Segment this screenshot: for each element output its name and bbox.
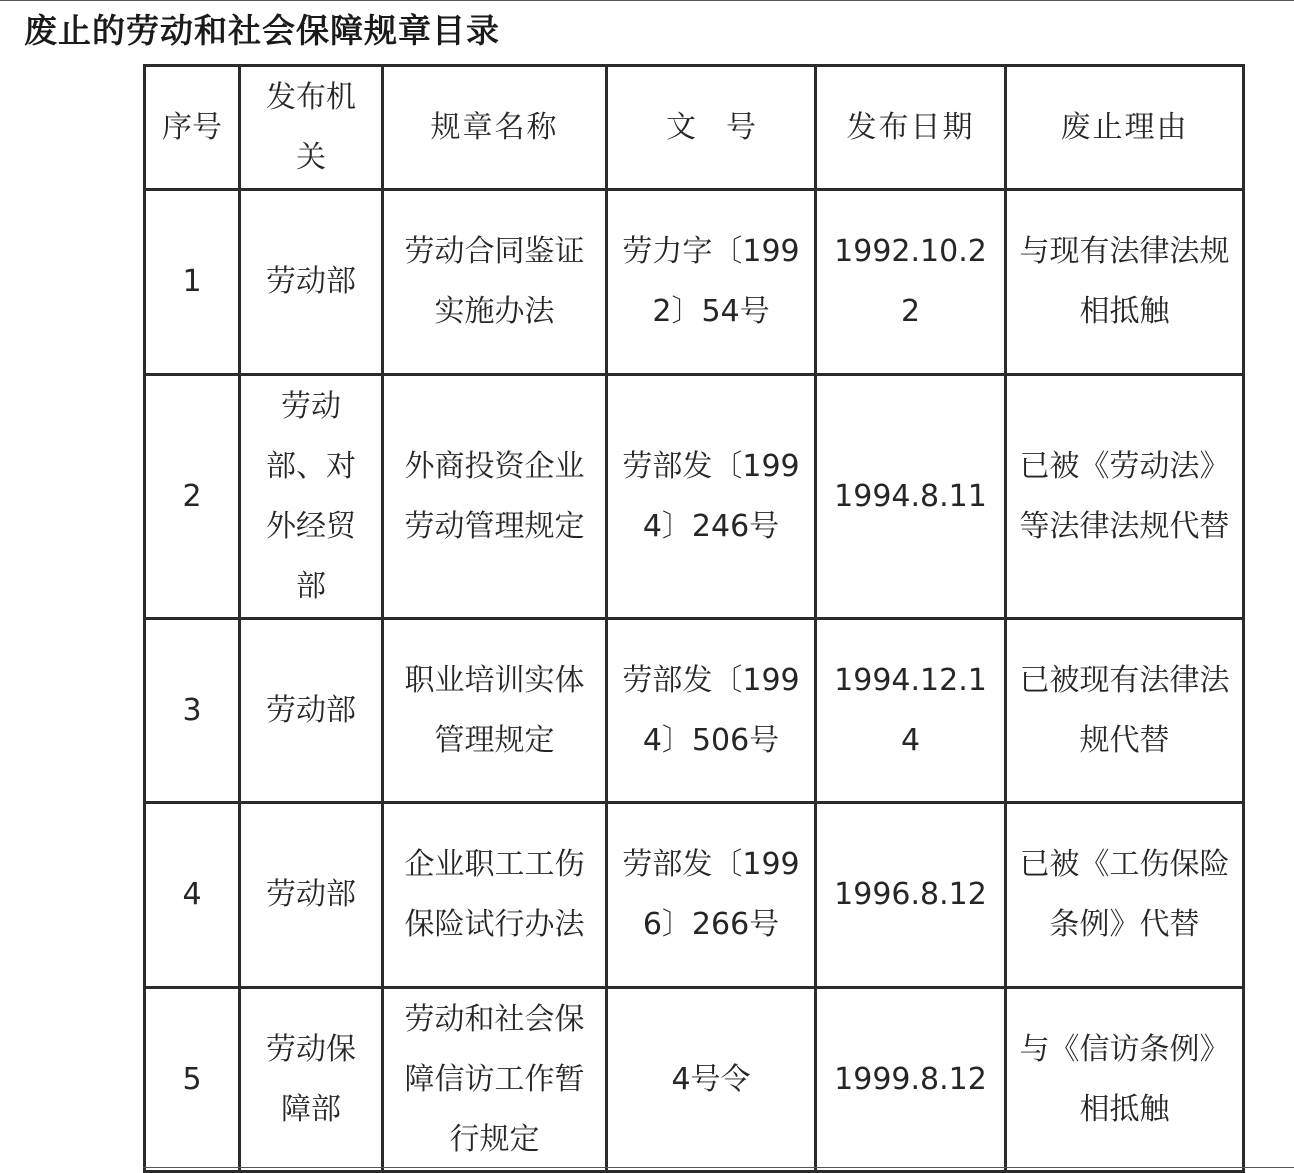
table-row xyxy=(145,988,1244,1172)
cell-name: 劳动和社会保障信访工作暂行规定 xyxy=(383,988,607,1172)
cell-doc-no: 劳部发〔1994〕506号 xyxy=(607,619,816,803)
cell-name: 职业培训实体管理规定 xyxy=(383,619,607,803)
table-row xyxy=(145,190,1244,375)
cell-reason: 与现有法律法规相抵触 xyxy=(1006,190,1244,375)
cell-reason: 已被《工伤保险条例》代替 xyxy=(1006,803,1244,988)
regulation-table-container xyxy=(143,64,1242,1173)
cell-reason: 已被《劳动法》等法律法规代替 xyxy=(1006,375,1244,619)
header-cell-date: 发布日期 xyxy=(816,66,1006,190)
header-cell-reason: 废止理由 xyxy=(1006,66,1244,190)
cell-no: 5 xyxy=(145,988,240,1172)
cell-date: 1996.8.12 xyxy=(816,803,1006,988)
cell-reason: 已被现有法律法规代替 xyxy=(1006,619,1244,803)
cell-date: 1992.10.22 xyxy=(816,190,1006,375)
cell-issuer: 劳动部 xyxy=(240,619,383,803)
cell-reason: 与《信访条例》相抵触 xyxy=(1006,988,1244,1172)
cell-issuer: 劳动部、对外经贸部 xyxy=(240,375,383,619)
top-divider xyxy=(0,0,1294,1)
header-cell-doc-no: 文 号 xyxy=(607,66,816,190)
cell-doc-no: 4号令 xyxy=(607,988,816,1172)
cell-name: 企业职工工伤保险试行办法 xyxy=(383,803,607,988)
bottom-divider xyxy=(143,1167,1294,1168)
cell-no: 1 xyxy=(145,190,240,375)
cell-date: 1999.8.12 xyxy=(816,988,1006,1172)
header-cell-name: 规章名称 xyxy=(383,66,607,190)
cell-doc-no: 劳部发〔1996〕266号 xyxy=(607,803,816,988)
cell-name: 外商投资企业劳动管理规定 xyxy=(383,375,607,619)
cell-issuer: 劳动保障部 xyxy=(240,988,383,1172)
cell-issuer: 劳动部 xyxy=(240,803,383,988)
header-cell-issuer: 发布机关 xyxy=(240,66,383,190)
regulation-table xyxy=(143,64,1245,1173)
table-row xyxy=(145,619,1244,803)
cell-no: 3 xyxy=(145,619,240,803)
cell-issuer: 劳动部 xyxy=(240,190,383,375)
table-row xyxy=(145,375,1244,619)
header-cell-no: 序号 xyxy=(145,66,240,190)
cell-date: 1994.12.14 xyxy=(816,619,1006,803)
page-title: 废止的劳动和社会保障规章目录 xyxy=(24,11,500,50)
cell-no: 4 xyxy=(145,803,240,988)
cell-name: 劳动合同鉴证实施办法 xyxy=(383,190,607,375)
table-row xyxy=(145,803,1244,988)
table-header-row xyxy=(145,66,1244,190)
cell-date: 1994.8.11 xyxy=(816,375,1006,619)
cell-doc-no: 劳部发〔1994〕246号 xyxy=(607,375,816,619)
cell-doc-no: 劳力字〔1992〕54号 xyxy=(607,190,816,375)
cell-no: 2 xyxy=(145,375,240,619)
